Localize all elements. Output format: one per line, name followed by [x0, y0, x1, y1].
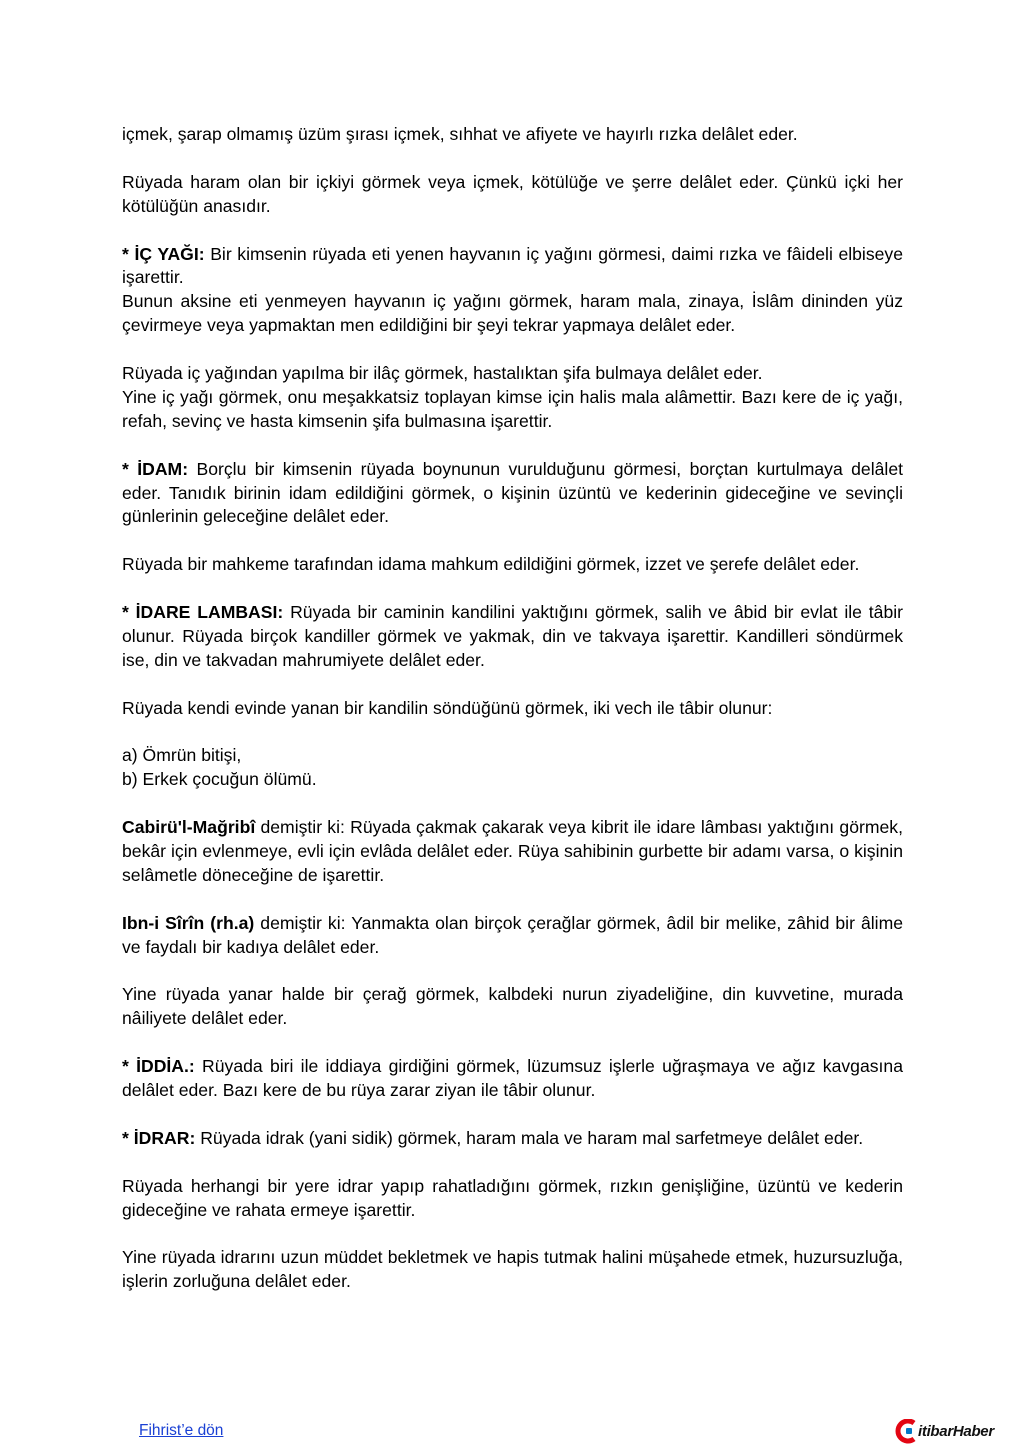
back-to-index-link[interactable]: Fihrist’e dön: [139, 1422, 224, 1439]
paragraph-text: Rüyada herhangi bir yere idrar yapıp rahatladığını görmek, rızkın genişliğine, üzüntü ve kederin gideceğine ve rahata ermeye işarettir.: [122, 1175, 903, 1220]
logo-text-haber: Haber: [952, 1423, 994, 1440]
paragraph: [122, 697, 903, 721]
paragraph-text: Yine rüyada idrarını uzun müddet bekletmek ve hapis tutmak halini müşahede etmek, huzursuzluğa, işlerin zorluğuna delâlet eder.: [122, 1247, 903, 1292]
paragraph-ic-yagi: [122, 243, 903, 291]
list-item: [122, 744, 903, 768]
paragraph-text: Rüyada idrak (yani sidik) görmek, haram mala ve haram mal sarfetmeye delâlet eder.: [195, 1127, 864, 1148]
paragraph-text: Yine rüyada yanar halde bir çerağ görmek, kalbdeki nurun ziyadeliğine, din kuvvetine, murada nâiliyete delâlet eder.: [122, 984, 903, 1029]
paragraph-text: Borçlu bir kimsenin rüyada boynunun vurulduğunu görmesi, borçtan kurtulmaya delâlet eder. Tanıdık birinin idam edildiğini görmek, o kişinin üzüntü ve kederinin gideceğine ve sevinçli günlerinin geleceğine delâlet eder.: [122, 458, 903, 527]
paragraph: [122, 123, 903, 147]
paragraph-text: Yine iç yağı görmek, onu meşakkatsiz toplayan kimse için halis mala alâmettir. Bazı kere de iç yağı, refah, sevinç ve hasta kimsenin şifa bulmasına işarettir.: [122, 386, 903, 431]
paragraph-text: Rüyada haram olan bir içkiyi görmek veya içmek, kötülüğe ve şerre delâlet eder. Çünkü içki her kötülüğün anasıdır.: [122, 171, 903, 216]
paragraph-cabirul-magribi: [122, 816, 903, 888]
paragraph-idam: [122, 458, 903, 530]
paragraph-text: Rüyada bir mahkeme tarafından idama mahkum edildiğini görmek, izzet ve şerefe delâlet eder.: [122, 554, 860, 575]
paragraph-text: Rüyada iç yağından yapılma bir ilâç görmek, hastalıktan şifa bulmaya delâlet eder.: [122, 363, 763, 384]
logo-text-itibar: itibar: [918, 1423, 953, 1440]
itibarhaber-logo-text: [918, 1423, 994, 1440]
list-item: [122, 768, 903, 792]
paragraph-text: Rüyada biri ile iddiaya girdiğini görmek, lüzumsuz işlerle uğraşmaya ve ağız kavgasına delâlet eder. Bazı kere de bu rüya zarar ziyan ile tâbir olunur.: [122, 1056, 904, 1101]
paragraph: [122, 1175, 903, 1223]
paragraph-iddia: [122, 1055, 903, 1103]
paragraph-text: demiştir ki: Yanmakta olan birçok çerağlar görmek, âdil bir melike, zâhid bir âlime ve faydalı bir kadıya delâlet eder.: [122, 912, 904, 957]
paragraph: [122, 290, 903, 338]
term-heading: Ibn-i Sîrîn (rh.a): [122, 912, 255, 933]
paragraph-text: a) Ömrün bitişi,: [122, 745, 242, 766]
term-heading: * İDARE LAMBASI:: [122, 602, 284, 623]
paragraph: [122, 362, 903, 386]
itibarhaber-logo: [895, 1419, 1015, 1445]
paragraph-idrar: [122, 1127, 903, 1151]
paragraph-text: Bunun aksine eti yenmeyen hayvanın iç yağını görmek, haram mala, zinaya, İslâm dininden yüz çevirmeye veya yapmaktan men edildiğini bir şeyi tekrar yapmaya delâlet eder.: [122, 291, 903, 336]
itibarhaber-logo-icon: [895, 1419, 917, 1445]
term-heading: * İDAM:: [122, 458, 189, 479]
paragraph-text: içmek, şarap olmamış üzüm şırası içmek, sıhhat ve afiyete ve hayırlı rızka delâlet eder.: [122, 124, 798, 144]
page-content: [122, 123, 903, 1294]
paragraph: [122, 553, 903, 577]
paragraph: [122, 1246, 903, 1294]
paragraph: [122, 983, 903, 1031]
paragraph-text: b) Erkek çocuğun ölümü.: [122, 769, 317, 790]
paragraph-text: Bir kimsenin rüyada eti yenen hayvanın iç yağını görmesi, daimi rızka ve fâideli elbiseye işarettir.: [122, 243, 904, 288]
term-heading: * İDRAR:: [122, 1127, 196, 1148]
paragraph-text: Rüyada kendi evinde yanan bir kandilin söndüğünü görmek, iki vech ile tâbir olunur:: [122, 697, 773, 718]
term-heading: * İÇ YAĞI:: [122, 243, 205, 264]
paragraph: [122, 386, 903, 434]
paragraph-ibn-i-sirin: [122, 912, 903, 960]
paragraph-text: demiştir ki: Rüyada çakmak çakarak veya kibrit ile idare lâmbası yaktığını görmek, bekâr için evlenmeye, evli için evlâda delâlet eder. Rüya sahibinin gurbette bir adamı varsa, o kişinin selâmetle döneceğine de işarettir.: [122, 817, 903, 885]
paragraph: [122, 171, 903, 219]
term-heading: Cabirü'l-Mağribî: [122, 817, 256, 838]
paragraph-text: Rüyada bir caminin kandilini yaktığını görmek, salih ve âbid bir evlat ile tâbir olunur. Rüyada birçok kandiller görmek ve yakmak, din ve takvaya işarettir. Kandilleri söndürmek ise, din ve takvadan mahrumiyete delâlet eder.: [122, 602, 903, 670]
paragraph-idare-lambasi: [122, 601, 903, 673]
term-heading: * İDDİA.:: [122, 1056, 195, 1077]
